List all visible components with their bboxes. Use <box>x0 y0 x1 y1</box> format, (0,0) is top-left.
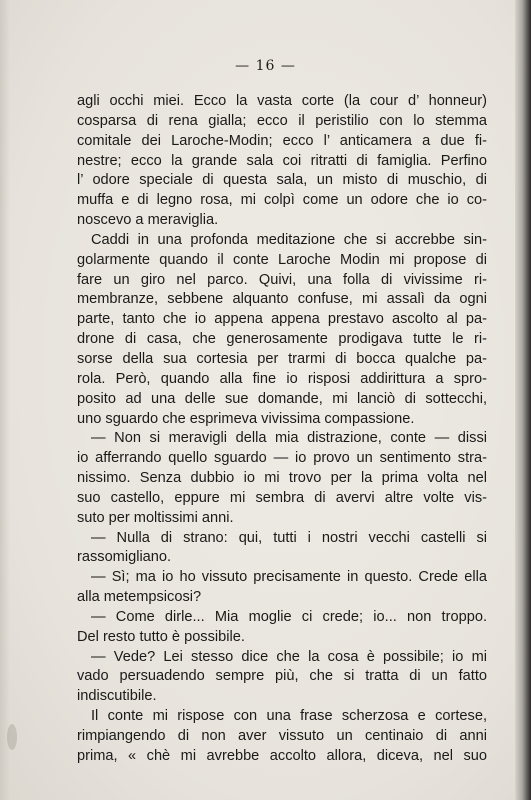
text-line: membranze, sebbene alquanto confuse, mi assalì da ogni <box>77 291 487 308</box>
page-left-shadow <box>0 0 10 800</box>
text-line: rassomigliano. <box>77 549 172 566</box>
text-line: — Vede? Lei stesso dice che la cosa è possibile; io mi <box>91 648 487 665</box>
text-line: Il conte mi rispose con una frase scherzosa e cortese, <box>91 708 487 725</box>
text-line: — Non si meravigli della mia distrazione, conte — dissi <box>91 430 487 447</box>
text-line: — Sì; ma io ho vissuto precisamente in questo. Crede ella <box>91 569 487 586</box>
text-line: uno sguardo che esprimeva vivissima compassione. <box>77 410 415 427</box>
text-line: suto per moltissimi anni. <box>77 509 234 526</box>
text-line: rola. Però, quando alla fine io risposi addirittura a spro- <box>77 370 487 387</box>
text-line: — Nulla di strano: qui, tutti i nostri vecchi castelli si <box>91 529 487 546</box>
text-line: agli occhi miei. Ecco la vasta corte (la cour d’ honneur) <box>77 93 487 109</box>
text-line: drone di casa, che generosamente prodigava tutte le ri- <box>77 331 487 348</box>
text-line: Del resto tutto è possibile. <box>77 628 245 645</box>
text-line: l’ odore speciale di questa sala, un misto di muschio, di <box>77 172 487 189</box>
text-line: cosparsa di rena gialla; ecco il peristilio con lo stemma <box>77 112 487 129</box>
text-line: sorse della sua cortesia per trarmi di bocca qualche pa- <box>77 350 487 367</box>
text-line: comitale dei Laroche-Modin; ecco l’ anticamera a due fi- <box>77 132 487 149</box>
page-right-edge <box>515 0 531 800</box>
text-line: alla metempsicosi? <box>77 589 202 606</box>
text-line: nestre; ecco la grande sala coi ritratti di famiglia. Perfino <box>77 152 487 169</box>
body-text <box>77 92 487 767</box>
text-line: indiscutibile. <box>77 688 157 705</box>
text-line: vado persuadendo sempre più, che si tratta di un fatto <box>77 668 487 685</box>
text-line: fare un giro nel parco. Quivi, una folla di vivissime ri- <box>77 271 487 288</box>
text-line: io afferrando quello sguardo — io provo un sentimento stra- <box>77 450 487 467</box>
text-line: suo castello, eppure mi sembra di avervi altre volte vis- <box>77 489 487 506</box>
text-line: rimpiangendo di non aver vissuto un centinaio di anni <box>77 728 487 744</box>
text-line: parte, tanto che io appena appena prestavo ascolto al pa- <box>77 311 487 328</box>
text-line: muffa e di legno rosa, mi colpì come un odore che io co- <box>77 192 487 209</box>
text-line: Caddi in una profonda meditazione che si accrebbe sin- <box>91 231 487 248</box>
text-line: nissimo. Senza dubbio io mi trovo per la prima volta nel <box>77 470 487 487</box>
text-line: — Come dirle... Mia moglie ci crede; io... non troppo. <box>91 608 487 625</box>
page-stain <box>7 724 17 750</box>
text-line: posito ad una delle sue domande, mi lanciò di sottecchi, <box>77 390 487 407</box>
text-line: prima, « chè mi avrebbe accolto allora, diceva, nel suo <box>77 747 487 764</box>
page-number: — 16 — <box>235 58 296 74</box>
text-line: golarmente quando il conte Laroche Modin mi propose di <box>77 251 487 268</box>
text-line: noscevo a meraviglia. <box>77 212 219 229</box>
